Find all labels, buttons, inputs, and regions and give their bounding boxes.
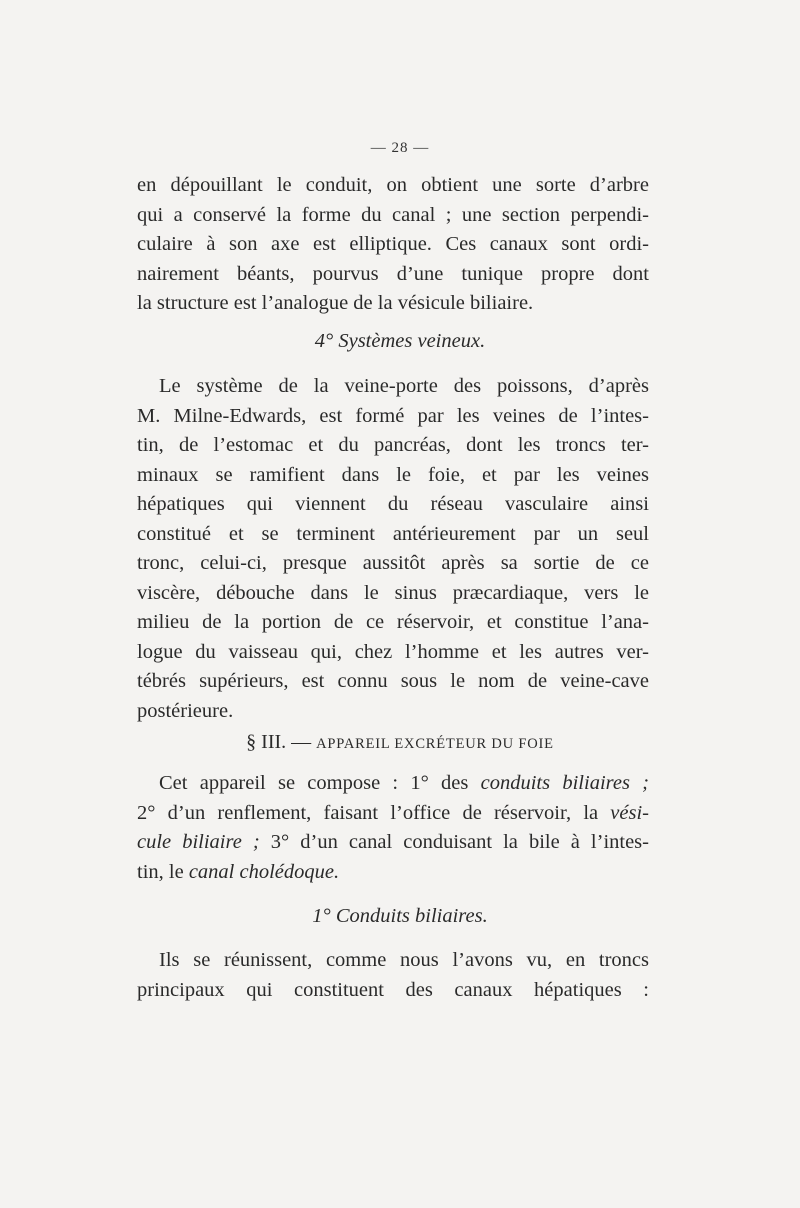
text-line: Le système de la veine-porte des poissons, d’après — [159, 375, 649, 397]
text-line: la structure est l’analogue de la vésicule biliaire. — [137, 292, 534, 314]
paragraph-4 — [137, 946, 649, 1005]
text-line: en dépouillant le conduit, on obtient une sorte d’arbre — [137, 174, 649, 196]
text-line: nairement béants, pourvus d’une tunique propre dont — [137, 262, 649, 285]
text-line: postérieure. — [137, 699, 234, 722]
text-line: 2° d’un renflement, faisant l’office de réservoir, la vési- — [137, 801, 649, 824]
text-line: M. Milne-Edwards, est formé par les veines de l’intes- — [137, 404, 649, 427]
text-line: hépatiques qui viennent du réseau vasculaire ainsi — [137, 493, 649, 515]
text-line: qui a conservé la forme du canal ; une section perpendi- — [137, 203, 649, 226]
text-line: tronc, celui-ci, presque aussitôt après sa sortie de ce — [137, 552, 649, 574]
section-title: APPAREIL EXCRÉTEUR DU FOIE — [316, 736, 554, 752]
text-line: minaux se ramifient dans le foie, et par les veines — [137, 463, 649, 486]
heading-systemes-veineux: 4° Systèmes veineux. — [314, 330, 486, 352]
text-line: constitué et se terminent antérieurement par un seul — [137, 522, 649, 545]
text-line: Cet appareil se compose : 1° des conduits biliaires ; — [159, 772, 650, 794]
paragraph-3 — [137, 769, 649, 887]
paragraph-1 — [137, 171, 649, 319]
paragraph-2 — [137, 372, 649, 726]
section-heading — [0, 731, 800, 754]
text-line: milieu de la portion de ce réservoir, et constitue l’ana- — [137, 611, 649, 633]
text-line: cule biliaire ; 3° d’un canal conduisant la bile à l’intes- — [137, 831, 649, 853]
text-line: tébrés supérieurs, est connu sous le nom de veine-cave — [137, 670, 649, 692]
page-number: — 28 — — [370, 140, 430, 156]
section-number: § III. — — [246, 731, 317, 753]
text-line: logue du vaisseau qui, chez l’homme et les autres ver- — [137, 640, 649, 663]
text-line: culaire à son axe est elliptique. Ces canaux sont ordi- — [137, 233, 649, 255]
text-line: Ils se réunissent, comme nous l’avons vu, en troncs — [159, 949, 649, 971]
text-line: viscère, débouche dans le sinus præcardiaque, vers le — [137, 581, 649, 604]
heading-conduits-biliaires: 1° Conduits biliaires. — [312, 905, 488, 927]
text-line: tin, le canal cholédoque. — [137, 860, 340, 883]
text-line: principaux qui constituent des canaux hépatiques : — [137, 978, 649, 1001]
text-line: tin, de l’estomac et du pancréas, dont les troncs ter- — [137, 434, 649, 456]
